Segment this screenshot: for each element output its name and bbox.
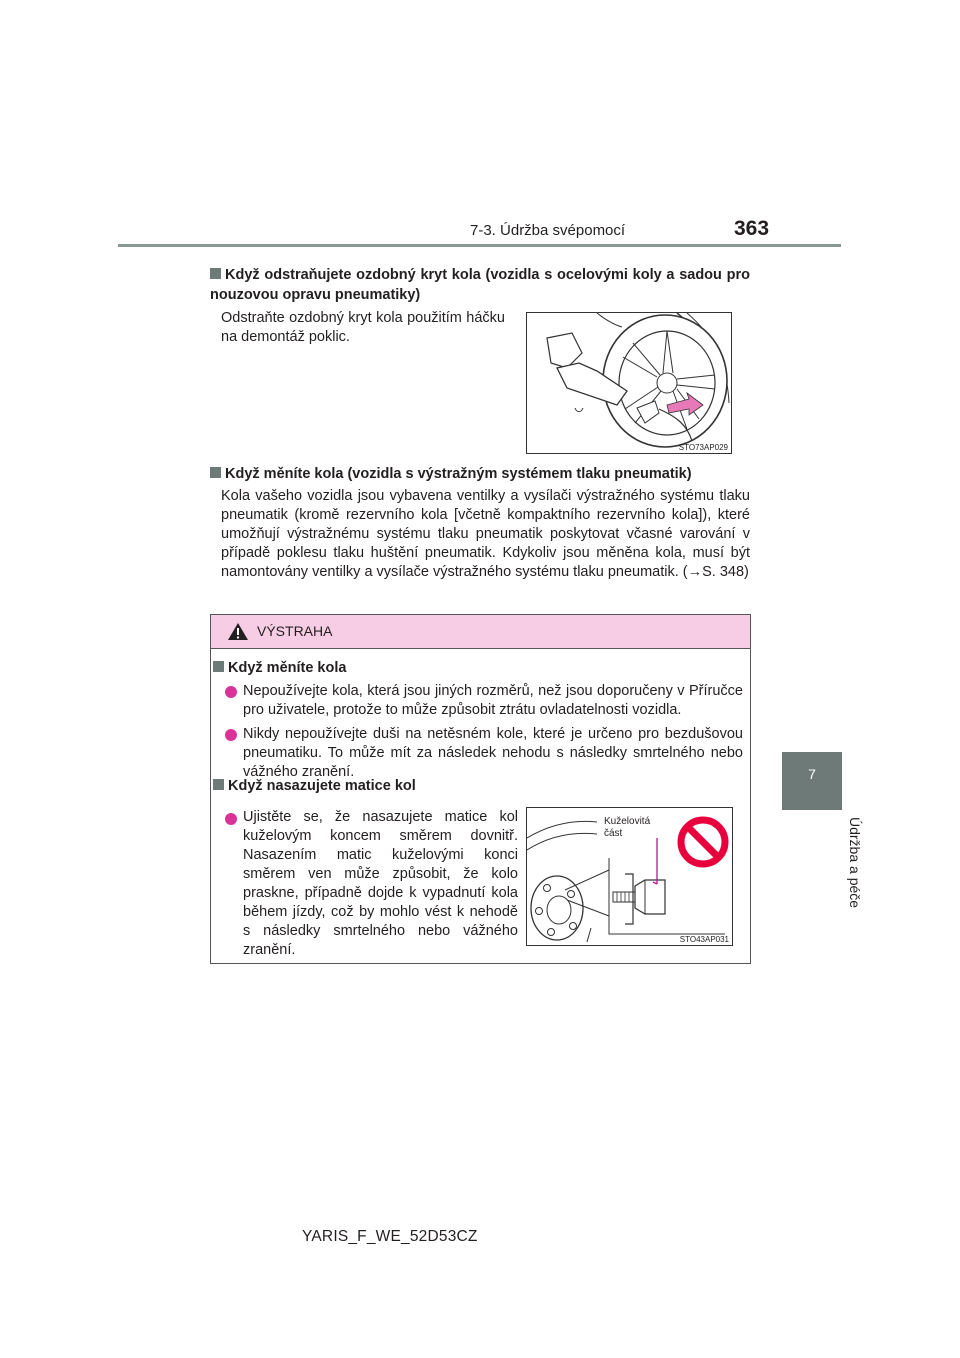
figure-code: STO43AP031 [679,935,729,944]
warning-header [211,615,750,649]
section1-text: Odstraňte ozdobný kryt kola použitím háčku na demontáž poklic. [221,310,505,345]
warning-bullet-1: Nepoužívejte kola, která jsou jiných rozměrů, než jsou doporučeny v Příručce pro uživatele, protože to může způsobit ztrátu ovladatelnosti vozidla. [243,683,743,718]
section2-heading-text: Když měníte kola (vozidla s výstražným systémem tlaku pneumatik) [225,466,692,482]
wheel-nut-figure [526,807,733,946]
hubcap-removal-figure [526,312,732,454]
warning-sub1-heading-text: Když měníte kola [228,660,347,676]
tapered-part-label: Kuželovitá část [604,816,651,839]
page-number: 363 [734,217,770,240]
section2-text: Kola vašeho vozidla jsou vybavena ventilky a vysílači výstražného systému tlaku pneumatik (kromě rezervního kola [včetně kompaktního rezervního kola]), které umožňují výstražnému systému tlaku pneumatik poskytovat včasné varování v případě poklesu tlaku huštění pneumatik. Kdykoliv jsou měněna kola, musí být namontovány ventilky a vysílače výstražného systému tlaku pneumatik. (→S. 348) [221,488,750,580]
section1-heading [210,265,750,305]
warning-bullet-3: Ujistěte se, že nasazujete matice kol kuželovým koncem směrem dovnitř. Nasazením matic kuželovými konci směrem ven může způsobit, že kolo praskne, případně dojde k vypadnutí kola během jízdy, což by mohlo vést k nehodě s následky smrtelného nebo vážného zranění. [243,809,518,958]
round-bullet-icon [225,686,237,698]
square-bullet-icon [213,779,224,790]
warning-sub2-heading-text: Když nasazujete matice kol [228,778,416,794]
section2-heading [210,464,750,484]
square-bullet-icon [210,268,221,279]
square-bullet-icon [210,467,221,478]
header-rule [118,244,841,247]
square-bullet-icon [213,661,224,672]
figure-code: STO73AP029 [678,443,728,452]
section1-heading-text: Když odstraňujete ozdobný kryt kola (vozidla s ocelovými koly a sadou pro nouzovou opravu pneumatiky) [210,267,750,303]
chapter-number: 7 [808,766,816,782]
wheel-cover-illustration [527,313,731,453]
warning-sub1-heading [213,658,743,678]
round-bullet-icon [225,729,237,741]
chapter-title-text: Údržba a péče [847,817,863,909]
warning-sub2-heading [213,776,743,796]
section-title: 7-3. Údržba svépomocí [470,222,626,239]
chapter-title [763,815,863,911]
warning-bullet-2: Nikdy nepoužívejte duši na netěsném kole, které je určeno pro bezdušovou pneumatiku. To může mít za následek nehodu s následky smrtelného nebo vážného zranění. [243,726,743,780]
warning-title: VÝSTRAHA [257,623,333,639]
round-bullet-icon [225,813,237,825]
document-code: YARIS_F_WE_52D53CZ [302,1228,478,1245]
warning-box [210,614,751,964]
warning-triangle-icon [227,622,249,641]
